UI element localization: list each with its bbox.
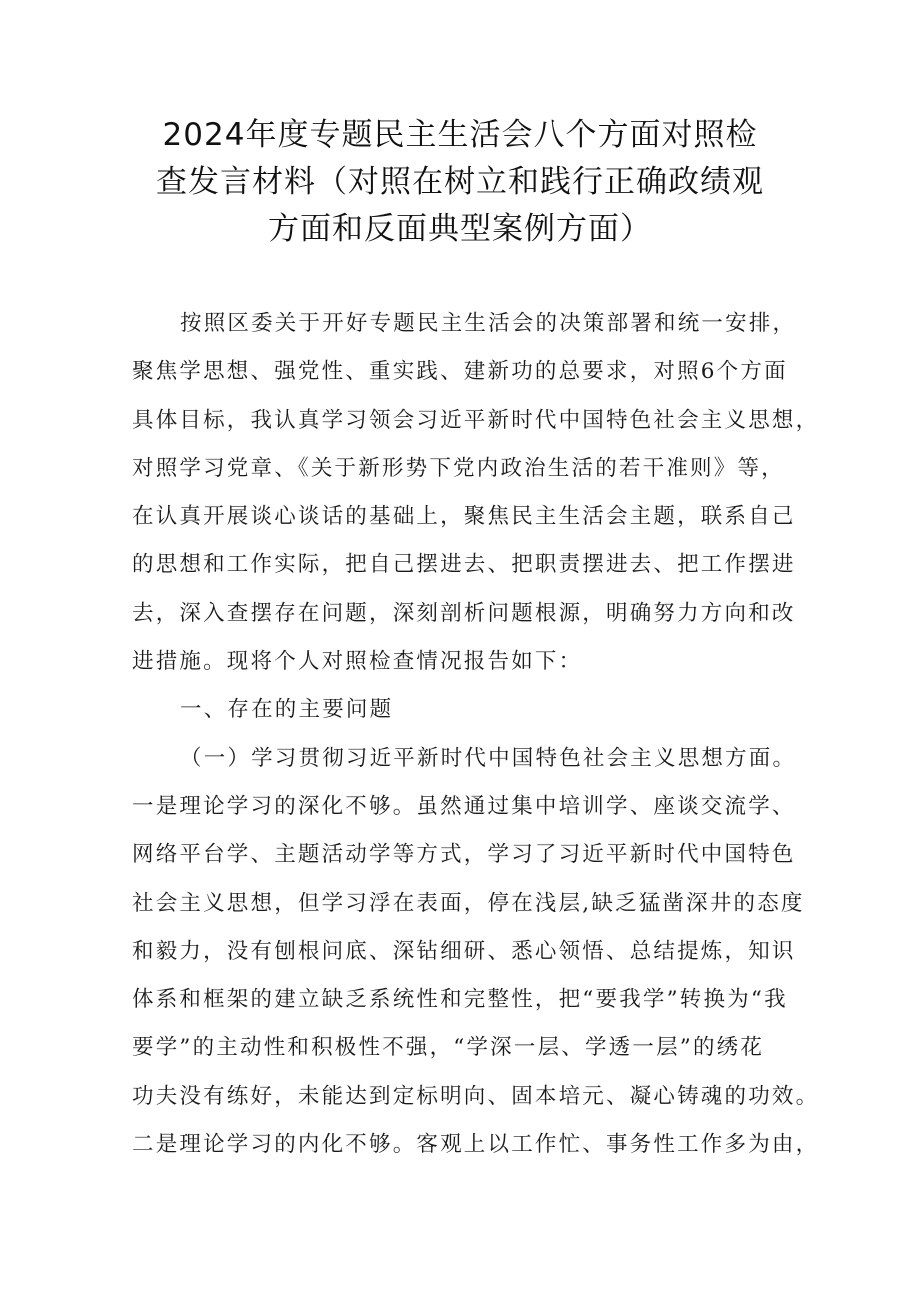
document-title (120, 112, 800, 253)
paragraph-line: 网络平台学、主题活动学等方式，学习了习近平新时代中国特色 (132, 842, 796, 868)
paragraph-line: 聚焦学思想、强党性、重实践、建新功的总要求，对照6个方面 (132, 359, 788, 385)
paragraph-line: 在认真开展谈心谈话的基础上，聚焦民主生活会主题，联系自己 (132, 504, 796, 530)
paragraph-line: 具体目标，我认真学习领会习近平新时代中国特色社会主义思想， (132, 407, 820, 433)
paragraph-line: 按照区委关于开好专题民主生活会的决策部署和统一安排， (180, 311, 797, 336)
paragraph-line: 去，深入查摆存在问题，深刻剖析问题根源，明确努力方向和改 (132, 600, 796, 626)
paragraph-line: 要学”的主动性和积极性不强，“学深一层、学透一层”的绣花 (132, 1035, 765, 1061)
paragraph-line: 二是理论学习的内化不够。客观上以工作忙、事务性工作多为由， (132, 1132, 820, 1158)
paragraph-line: 进措施。现将个人对照检查情况报告如下： (132, 649, 583, 675)
paragraph-line: 社会主义思想，但学习浮在表面，停在浅层,缺乏猛凿深井的态度 (132, 890, 805, 916)
paragraph-line: 功夫没有练好，未能达到定标明向、固本培元、凝心铸魂的功效。 (132, 1083, 820, 1109)
section-heading: 一、存在的主要问题 (180, 697, 394, 723)
document-body (132, 300, 820, 1169)
paragraph-line: 体系和框架的建立缺乏系统性和完整性，把“要我学”转换为“我 (132, 987, 788, 1013)
paragraph-line: 对照学习党章、《关于新形势下党内政治生活的若干准则》等， (132, 455, 785, 481)
subsection-heading: （一）学习贯彻习近平新时代中国特色社会主义思想方面。 (180, 745, 797, 771)
title-line: 查发言材料（对照在树立和践行正确政绩观 (156, 164, 764, 200)
paragraph-line: 的思想和工作实际，把自己摆进去、把职责摆进去、把工作摆进 (132, 552, 796, 578)
title-line: 2024年度专题民主生活会八个方面对照检 (162, 117, 758, 153)
paragraph-line: 一是理论学习的深化不够。虽然通过集中培训学、座谈交流学、 (132, 793, 796, 819)
title-line: 方面和反面典型案例方面） (268, 211, 652, 247)
paragraph-line: 和毅力，没有刨根问底、深钻细研、悉心领悟、总结提炼，知识 (132, 938, 796, 964)
